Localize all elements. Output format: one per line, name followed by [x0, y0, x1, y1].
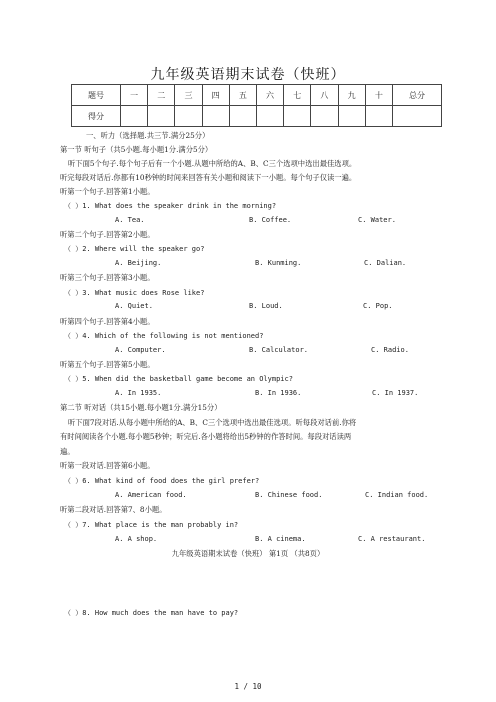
table-cell: 题号 — [72, 85, 121, 106]
option-a: A. A shop. — [115, 535, 158, 543]
score-table-header-row — [72, 85, 442, 106]
option-c: C. A restaurant. — [358, 535, 426, 543]
question-4: （ ）4. Which of the following is not mentioned? — [64, 332, 264, 340]
option-b: B. Calculator. — [249, 346, 309, 354]
option-c: C. In 1937. — [372, 389, 419, 397]
part-heading: 第二节 听对话（共15小题.每小题1分.满分15分） — [60, 403, 222, 412]
question-1: （ ）1. What does the speaker drink in the morning? — [64, 202, 277, 210]
option-c: C. Pop. — [363, 302, 393, 310]
option-c: C. Dalian. — [364, 259, 407, 267]
table-cell: 九 — [338, 85, 365, 106]
part-heading: 第一节 听句子（共5小题.每小题1分.满分5分） — [60, 145, 213, 154]
table-cell: 得分 — [72, 106, 121, 127]
score-input-cell — [148, 106, 175, 127]
option-a: A. Quiet. — [115, 302, 153, 310]
score-input-cell — [311, 106, 338, 127]
score-input-cell — [121, 106, 148, 127]
score-input-cell — [338, 106, 365, 127]
question-intro: 听第一段对话.回答第6小题。 — [60, 461, 155, 470]
question-7: （ ）7. What place is the man probably in? — [64, 521, 239, 529]
score-table-score-row — [72, 106, 442, 127]
option-b: B. Loud. — [249, 302, 283, 310]
table-cell: 三 — [175, 85, 202, 106]
table-cell: 十 — [365, 85, 392, 106]
table-cell: 总分 — [393, 85, 442, 106]
option-b: B. Kunming. — [255, 259, 302, 267]
option-a: A. In 1935. — [115, 389, 162, 397]
instruction-text: 听完每段对话后.你都有10秒钟的时间来回答有关小题和阅读下一小题。每个句子仅读一遍。 — [60, 173, 357, 182]
score-input-cell — [256, 106, 283, 127]
option-a: A. Tea. — [115, 216, 145, 224]
option-a: A. Beijing. — [115, 259, 162, 267]
score-input-cell — [202, 106, 229, 127]
option-c: C. Water. — [358, 216, 396, 224]
score-input-cell — [393, 106, 442, 127]
question-intro: 听第二段对话.回答第7、8小题。 — [60, 505, 167, 514]
table-cell: 五 — [229, 85, 256, 106]
question-intro: 听第二个句子.回答第2小题。 — [60, 230, 155, 239]
section-heading: 一、听力（选择题.共三节.满分25分） — [86, 131, 210, 140]
score-input-cell — [284, 106, 311, 127]
page-number: 1 / 10 — [234, 682, 262, 691]
option-a: A. Computer. — [115, 346, 166, 354]
option-b: B. Coffee. — [249, 216, 292, 224]
question-2: （ ）2. Where will the speaker go? — [64, 245, 205, 253]
option-b: B. In 1936. — [255, 389, 302, 397]
option-c: C. Radio. — [371, 346, 409, 354]
question-5: （ ）5. When did the basketball game become an Olympic? — [64, 375, 293, 383]
instruction-text: 有时间阅读各个小题.每小题5秒钟；听完后.各小题将给出5秒钟的作答时间。每段对话读两 — [60, 432, 352, 441]
score-input-cell — [365, 106, 392, 127]
question-3: （ ）3. What music does Rose like? — [64, 289, 205, 297]
page-title: 九年级英语期末试卷（快班） — [150, 67, 346, 83]
option-b: B. A cinema. — [255, 535, 306, 543]
question-8: （ ）8. How much does the man have to pay? — [64, 609, 239, 617]
table-cell: 七 — [284, 85, 311, 106]
page-footer: 九年级英语期末试卷（快班） 第1页 （共8页） — [171, 549, 325, 558]
instruction-text: 听下面7段对话.从每小题中所给的A、B、C三个选项中选出最佳选项。听每段对话前.你将 — [68, 418, 357, 427]
score-table — [71, 84, 442, 127]
score-input-cell — [229, 106, 256, 127]
question-intro: 听第三个句子.回答第3小题。 — [60, 273, 155, 282]
question-intro: 听第四个句子.回答第4小题。 — [60, 317, 155, 326]
question-intro: 听第五个句子.回答第5小题。 — [60, 360, 155, 369]
table-cell: 一 — [121, 85, 148, 106]
score-input-cell — [175, 106, 202, 127]
instruction-text: 遍。 — [60, 447, 75, 456]
table-cell: 二 — [148, 85, 175, 106]
option-c: C. Indian food. — [365, 491, 429, 499]
table-cell: 六 — [256, 85, 283, 106]
question-intro: 听第一个句子.回答第1小题。 — [60, 187, 155, 196]
table-cell: 四 — [202, 85, 229, 106]
instruction-text: 听下面5个句子.每个句子后有一个小题.从题中所给的A、B、C三个选项中选出最佳选项。 — [68, 159, 357, 168]
option-b: B. Chinese food. — [255, 491, 323, 499]
option-a: A. American food. — [115, 491, 187, 499]
question-6: （ ）6. What kind of food does the girl prefer? — [64, 477, 260, 485]
table-cell: 八 — [311, 85, 338, 106]
